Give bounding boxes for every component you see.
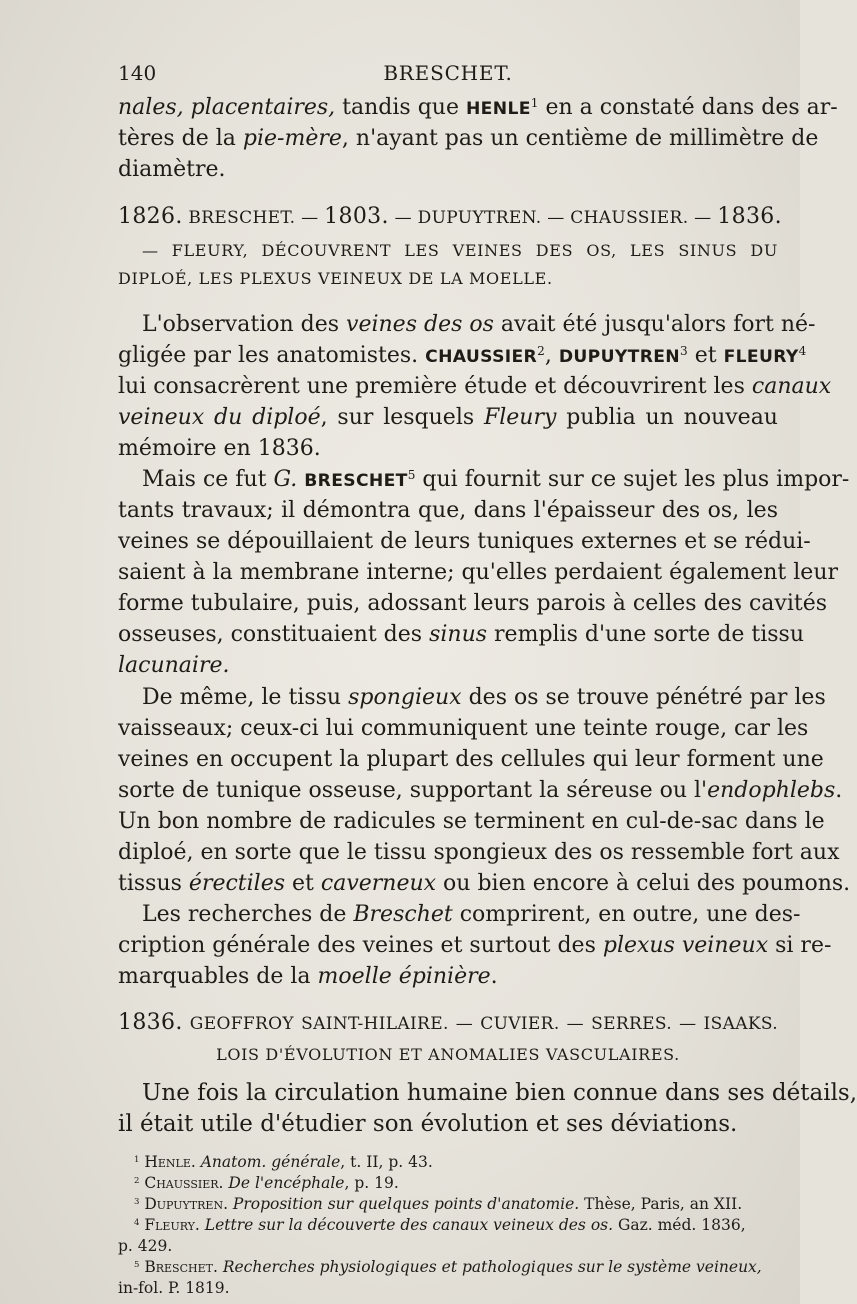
text-line: Un bon nombre de radicules se terminent en cul-de-sac dans le (118, 809, 825, 834)
text-run: comprirent, en outre, une des- (452, 902, 801, 927)
text-run: en a constaté dans des ar- (538, 95, 838, 120)
footnote-ref: 1 (530, 95, 539, 110)
italic-term: lacunaire. (118, 653, 230, 678)
footnote (134, 1173, 778, 1193)
text-run: qui fournit sur ce sujet les plus impor- (415, 467, 850, 492)
author-name: BRESCHET (304, 471, 408, 491)
section-year: 1826. (118, 204, 183, 229)
text-line: veines se dépouillaient de leurs tuniques externes et se rédui- (118, 529, 811, 554)
italic-term: sinus (429, 622, 488, 647)
footnote-detail: , p. 19. (344, 1174, 399, 1192)
footnote-author: Henle. (144, 1153, 196, 1171)
text-run: publia un nouveau (556, 405, 778, 430)
italic-term: pie-mère (242, 126, 342, 151)
footnote-title: Proposition sur quelques points d'anatomie. (228, 1195, 580, 1213)
text-run: . (835, 778, 843, 803)
author-name: FLEURY (723, 347, 799, 367)
italic-term: caverneux (320, 871, 437, 896)
text-line: veines en occupent la plupart des cellules qui leur forment une (118, 747, 824, 772)
footnote-ref: 5 (407, 467, 416, 482)
italic-term: érectiles (188, 871, 286, 896)
text-run: sorte de tunique osseuse, supportant la séreuse ou l' (118, 778, 708, 803)
footnote (134, 1194, 778, 1214)
italic-term: moelle épinière (317, 964, 491, 989)
text-run: GEOFFROY SAINT-HILAIRE. — CUVIER. — SERRES. — ISAAKS. (182, 1014, 778, 1034)
italic-term: veineux du diploé (118, 405, 321, 430)
italic-term: veines des os (346, 312, 494, 337)
text-run: tissus (118, 871, 189, 896)
section-heading (118, 1008, 778, 1039)
text-run: Mais ce fut (142, 467, 274, 492)
italic-term: plexus veineux (602, 933, 769, 958)
footnote-title: Recherches physiologiques et pathologiques sur le système veineux, (217, 1258, 762, 1276)
footnote-number: 3 (134, 1196, 140, 1207)
italic-term: endophlebs (707, 778, 836, 803)
text-run: tandis que (335, 95, 466, 120)
footnote-ref: 4 (798, 343, 807, 358)
footnote-detail: Thèse, Paris, an XII. (579, 1195, 743, 1213)
text-run: lui consacrèrent une première étude et découvrirent les (118, 374, 752, 399)
text-run: osseuses, constituaient des (118, 622, 430, 647)
text-line (118, 341, 807, 372)
text-run: cription générale des veines et surtout des (118, 933, 603, 958)
italic-term: Breschet (353, 902, 453, 927)
text-line (118, 651, 778, 681)
text-line (142, 310, 816, 340)
text-run: ou bien encore à celui des poumons. (436, 871, 851, 896)
section-year: 1803. (324, 204, 389, 229)
text-run: L'observation des (142, 312, 347, 337)
text-run: De même, le tissu (142, 685, 349, 710)
italic-term: spongieux (348, 685, 462, 710)
footnote-title: De l'encéphale (223, 1174, 345, 1192)
footnote-continuation: in-fol. P. 1819. (118, 1279, 230, 1297)
text-line (118, 124, 819, 154)
footnote-ref: 3 (680, 343, 688, 358)
text-run: marquables de la (118, 964, 318, 989)
section-heading (118, 202, 782, 233)
text-line: diploé, en sorte que le tissu spongieux des os ressemble fort aux (118, 840, 840, 865)
footnote-number: 1 (134, 1154, 140, 1165)
text-run: avait été jusqu'alors fort né- (493, 312, 816, 337)
footnote-detail: Gaz. méd. 1836, (613, 1216, 746, 1234)
text-run: des os se trouve pénétré par les (461, 685, 826, 710)
footnote-author: Dupuytren. (144, 1195, 228, 1213)
footnote-continuation: p. 429. (118, 1237, 173, 1255)
text-line (142, 465, 850, 496)
text-line (118, 403, 778, 433)
footnote-title: Lettre sur la découverte des canaux veineux des os. (199, 1216, 614, 1234)
text-line (118, 620, 804, 650)
footnote-number: 4 (134, 1217, 140, 1228)
footnote (134, 1257, 778, 1277)
text-run: BRESCHET. — (182, 208, 325, 228)
text-line: mémoire en 1836. (118, 436, 321, 461)
text-line (118, 776, 843, 806)
running-title: BRESCHET. (383, 61, 513, 85)
italic-term: G. (273, 467, 298, 492)
text-line (142, 900, 801, 930)
italic-term: canaux (751, 374, 832, 399)
text-run: et (285, 871, 321, 896)
footnote-title: Anatom. générale (195, 1153, 341, 1171)
text-line: il était utile d'étudier son évolution et ses déviations. (118, 1111, 738, 1137)
text-run: gligée par les anatomistes. (118, 343, 426, 368)
text-run: . (490, 964, 498, 989)
text-line (142, 683, 826, 713)
footnote-author: Chaussier. (144, 1174, 224, 1192)
section-subheading: — FLEURY, DÉCOUVRENT LES VEINES DES OS, LES SINUS DU (142, 241, 778, 260)
text-line (118, 962, 778, 992)
text-line: saient à la membrane interne; qu'elles perdaient également leur (118, 560, 839, 585)
text-line (118, 931, 832, 961)
footnote-detail: , t. II, p. 43. (340, 1153, 433, 1171)
text-line (118, 372, 832, 402)
text-run: si re- (768, 933, 832, 958)
text-run: , (544, 343, 559, 368)
footnote-number: 5 (134, 1259, 140, 1270)
text-run: — DUPUYTREN. — CHAUSSIER. — (388, 208, 718, 228)
section-year: 1836. (717, 204, 782, 229)
text-line: forme tubulaire, puis, adossant leurs parois à celles des cavités (118, 591, 828, 616)
section-subheading: LOIS D'ÉVOLUTION ET ANOMALIES VASCULAIRES. (216, 1045, 680, 1064)
footnote-author: Breschet. (144, 1258, 218, 1276)
footnote-ref: 2 (537, 343, 545, 358)
footnote-number: 2 (134, 1175, 140, 1186)
footnote (134, 1152, 778, 1172)
text-run: et (687, 343, 724, 368)
italic-term: Fleury (483, 405, 557, 430)
text-run: , sur lesquels (320, 405, 484, 430)
text-line: vaisseaux; ceux-ci lui communiquent une teinte rouge, car les (118, 716, 809, 741)
text-run: Les recherches de (142, 902, 354, 927)
text-run: remplis d'une sorte de tissu (487, 622, 804, 647)
section-subheading: DIPLOÉ, LES PLEXUS VEINEUX DE LA MOELLE. (118, 269, 553, 288)
author-name: CHAUSSIER (425, 347, 538, 367)
author-name: DUPUYTREN (558, 347, 681, 367)
text-line: Une fois la circulation humaine bien connue dans ses détails, (142, 1080, 857, 1106)
italic-term: nales, placentaires, (118, 95, 336, 120)
footnote (134, 1215, 778, 1235)
page-number: 140 (118, 61, 157, 85)
author-name: HENLE (465, 99, 531, 119)
text-line (118, 869, 851, 899)
text-run: tères de la (118, 126, 243, 151)
text-run: , n'ayant pas un centième de millimètre de (341, 126, 819, 151)
footnote-author: Fleury. (144, 1216, 200, 1234)
text-line (118, 93, 838, 124)
text-line: tants travaux; il démontra que, dans l'épaisseur des os, les (118, 498, 778, 523)
text-line: diamètre. (118, 157, 226, 182)
section-year: 1836. (118, 1010, 183, 1035)
